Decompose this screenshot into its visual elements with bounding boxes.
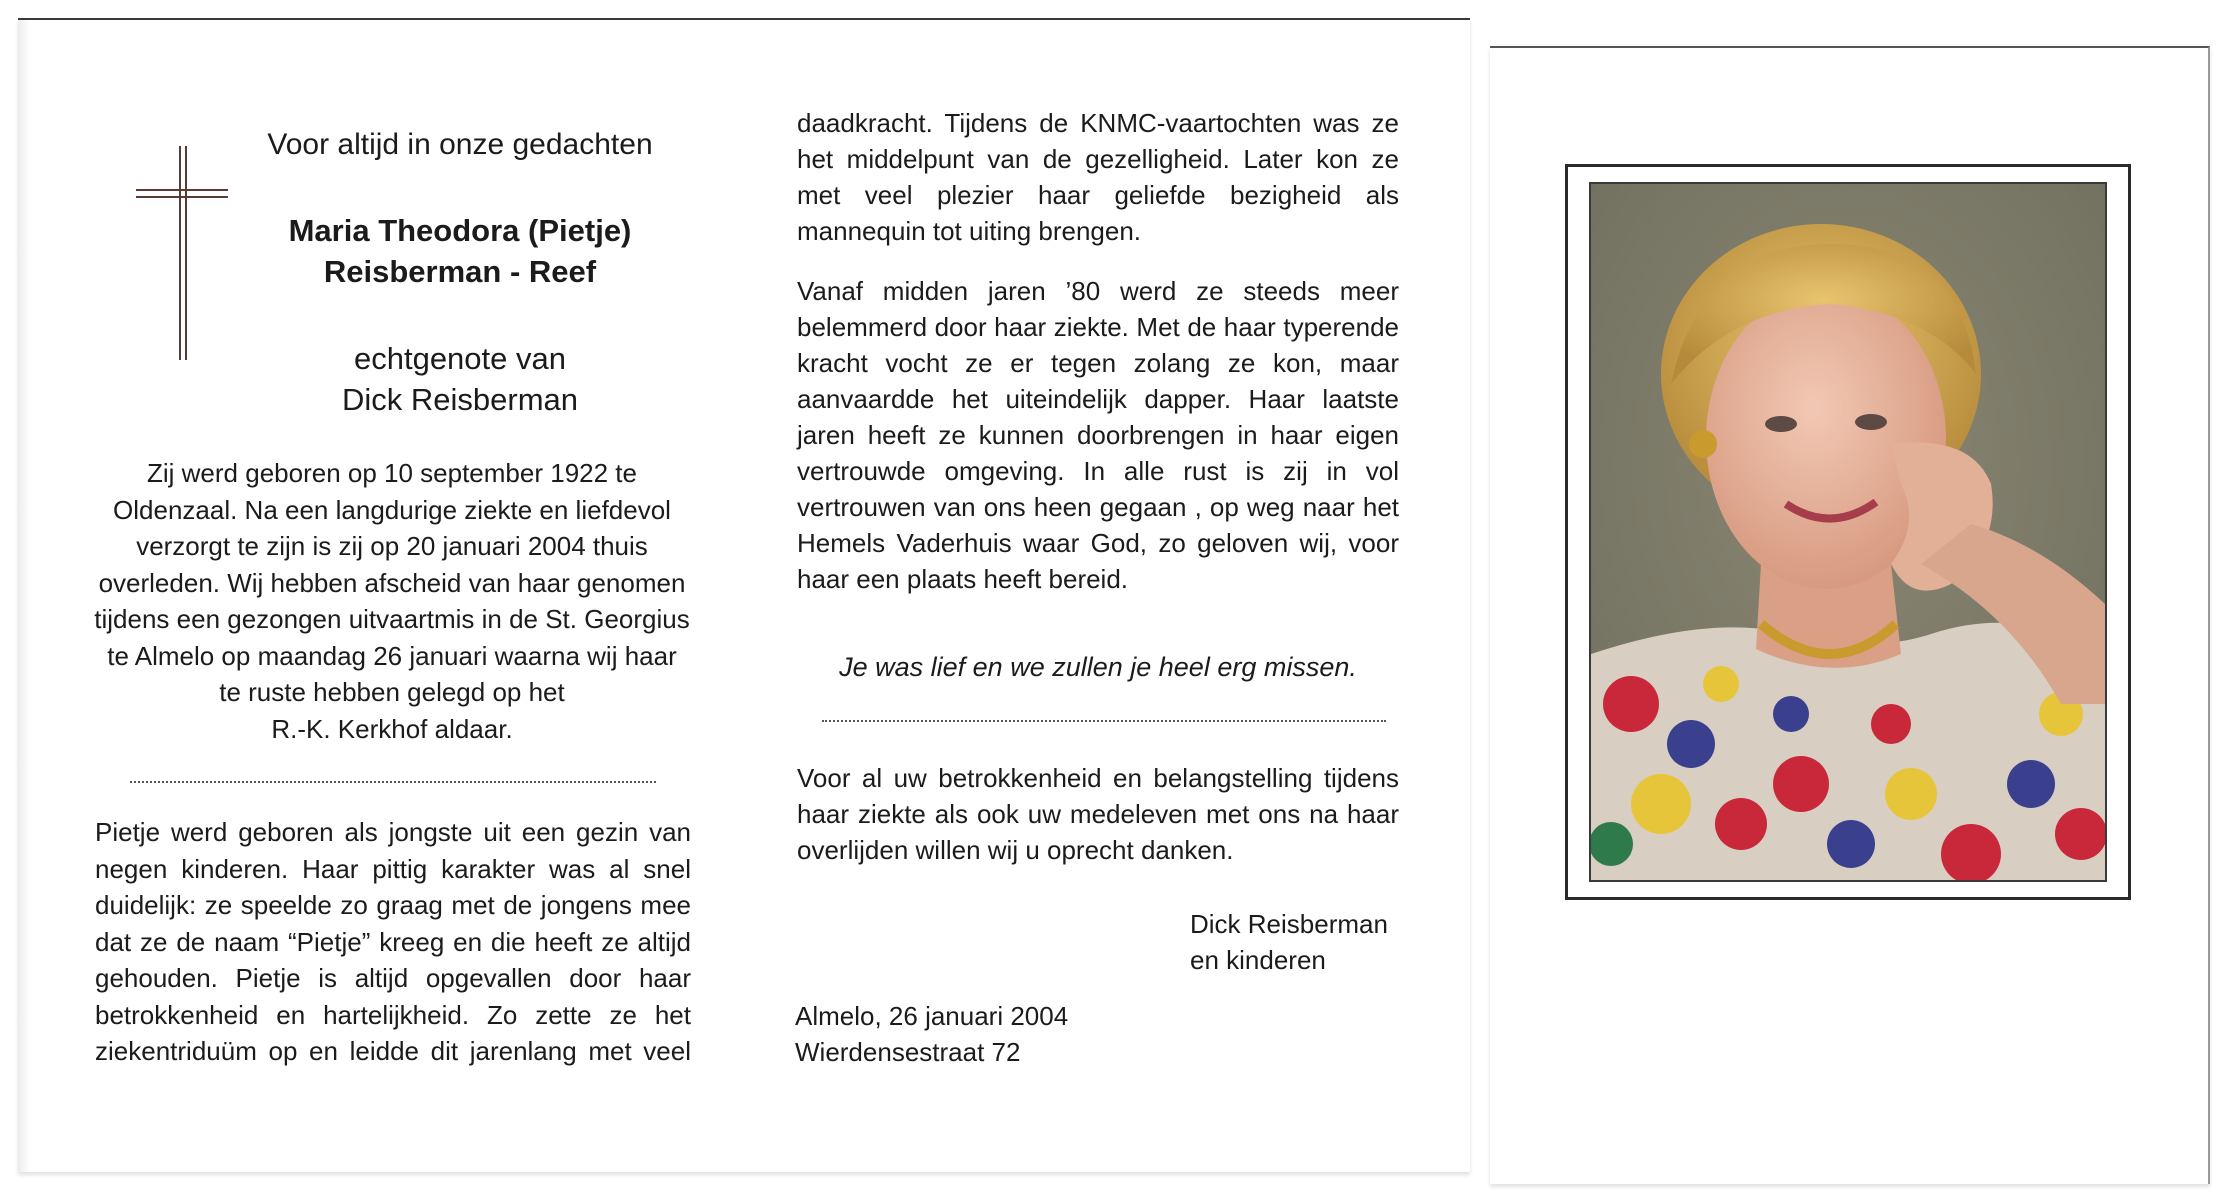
biography-line: Pietje werd geboren als jongste uit een gezin van: [95, 817, 691, 847]
thanks-line: overlijden willen wij u oprecht danken.: [797, 835, 1234, 865]
biography-line: mannequin tot uiting brengen.: [797, 216, 1142, 246]
farewell-quote: Je was lief en we zullen je heel erg missen.: [839, 652, 1357, 682]
announcement-line: te Almelo op maandag 26 januari waarna wij haar: [107, 640, 677, 671]
signature-line-2: en kinderen: [1190, 945, 1326, 975]
announcement-line: tijdens een gezongen uitvaartmis in de St. Georgius: [94, 604, 690, 634]
thanks-paragraph: [797, 760, 1399, 868]
deceased-name: [240, 210, 680, 292]
biography-line: duidelijk: ze speelde zo graag met de jongens mee: [95, 890, 691, 920]
death-announcement: [92, 455, 692, 747]
place-and-address: [795, 998, 1115, 1070]
announcement-line: R.-K. Kerkhof aldaar.: [271, 713, 513, 744]
announcement-line: Zij werd geboren op 10 september 1922 te: [147, 458, 637, 488]
illness-line: vertrouwde omgeving. In alle rust is zij in vol: [797, 456, 1399, 486]
biography-line: negen kinderen. Haar pittig karakter was al snel: [95, 853, 691, 884]
spouse-block: [240, 338, 680, 420]
illness-line: vertrouwen van ons heen gegaan , op weg naar het: [797, 492, 1399, 522]
announcement-line: overleden. Wij hebben afscheid van haar genomen: [98, 567, 686, 598]
illness-line: aanvaardde het uiteindelijk dapper. Haar laatste: [797, 384, 1399, 414]
dotted-divider: [130, 781, 656, 783]
spouse-name: Dick Reisberman: [341, 382, 578, 417]
biography-line: betrokkenheid en hartelijkheid. Zo zette ze het: [95, 999, 691, 1030]
signature: [1190, 906, 1410, 978]
biography-line: gehouden. Pietje is altijd opgevallen door haar: [95, 963, 691, 993]
illness-line: haar een plaats heeft bereid.: [797, 564, 1129, 594]
announcement-line: Oldenzaal. Na een langdurige ziekte en liefdevol: [113, 494, 671, 525]
illness-line: jaren heeft ze kunnen doorbrengen in haar eigen: [797, 420, 1399, 450]
biography: [95, 814, 691, 1070]
announcement-line: te ruste hebben gelegd op het: [219, 677, 565, 707]
place-date: Almelo, 26 januari 2004: [795, 1001, 1069, 1031]
illness-line: Vanaf midden jaren ’80 werd ze steeds meer: [797, 276, 1399, 306]
address: Wierdensestraat 72: [795, 1037, 1021, 1067]
announcement-line: verzorgt te zijn is zij op 20 januari 2004 thuis: [136, 531, 648, 561]
biography-line: daadkracht. Tijdens de KNMC-vaartochten was ze: [797, 108, 1399, 138]
thanks-line: Voor al uw betrokkenheid en belangstelling tijdens: [797, 763, 1399, 793]
deceased-name-line-2: Reisberman - Reef: [323, 254, 597, 289]
biography-continuation: [797, 105, 1399, 249]
biography-line: het middelpunt van de gezelligheid. Later kon ze: [797, 144, 1399, 174]
deceased-name-line-1: Maria Theodora (Pietje): [288, 213, 632, 248]
illness-paragraph: [797, 273, 1399, 597]
spouse-intro: echtgenote van: [353, 341, 566, 376]
illness-line: belemmerd door haar ziekte. Met de haar typerende: [797, 312, 1399, 342]
illness-line: kracht vocht ze er tegen zolang ze kon, maar: [797, 348, 1399, 378]
latin-cross-icon: [136, 146, 228, 360]
memorial-heading: Voor altijd in onze gedachten: [267, 128, 653, 161]
card-edge-shadow: [18, 20, 30, 1172]
dotted-divider: [822, 720, 1386, 722]
biography-line: dat ze de naam “Pietje” kreeg en die heeft ze altijd: [95, 926, 691, 957]
illness-line: Hemels Vaderhuis waar God, zo geloven wij, voor: [797, 528, 1399, 558]
biography-line: ziekentriduüm op en leidde dit jarenlang met veel: [95, 1036, 691, 1066]
signature-line-1: Dick Reisberman: [1190, 909, 1388, 939]
thanks-line: haar ziekte als ook uw medeleven met ons na haar: [797, 799, 1399, 829]
biography-line: met veel plezier haar geliefde bezigheid als: [797, 180, 1399, 210]
portrait-illustration: [1591, 184, 2105, 880]
portrait-photo: [1589, 182, 2107, 882]
